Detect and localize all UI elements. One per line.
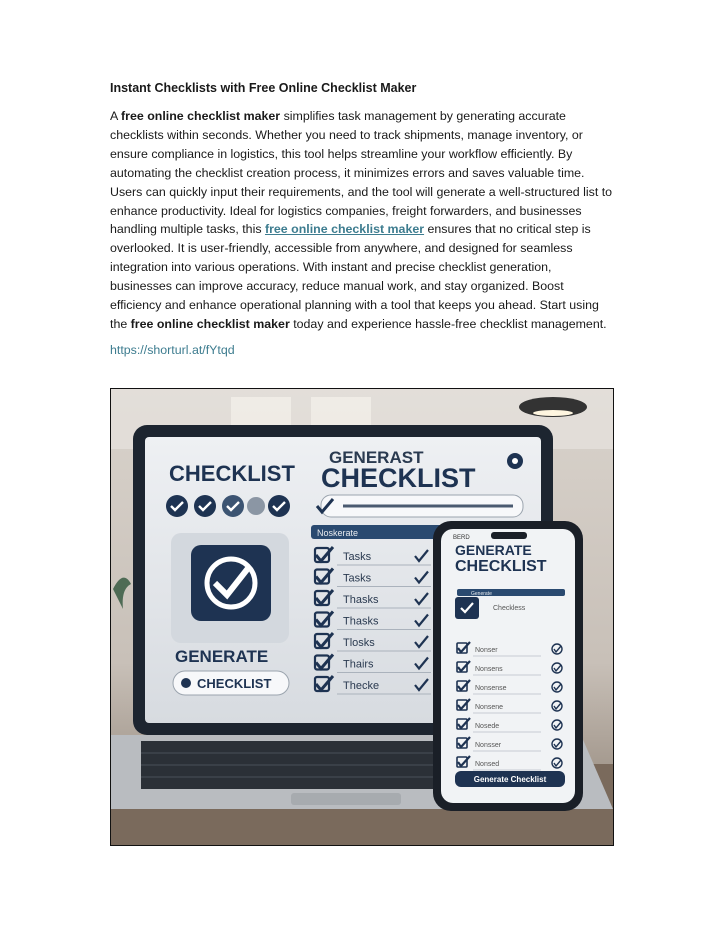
phone-item-label: Nonsene [475, 704, 504, 711]
paragraph-text: today and experience hassle-free checklist management. [289, 316, 607, 331]
short-url-link[interactable]: https://shorturl.at/fYtqd [110, 342, 235, 357]
phone-top-item: Checkless [493, 605, 526, 612]
document-body [110, 79, 615, 357]
laptop-title-top: GENERAST [329, 448, 424, 467]
laptop-button-label: CHECKLIST [197, 676, 272, 691]
laptop-generate-label: GENERATE [175, 647, 269, 666]
paragraph-text: ensures that no critical step is overlooked. It is user-friendly, accessible from anywhere, and designed for seamless integration into various operations. With instant and precise checklist generation, businesses can improve accuracy, reduce manual work, and stay organized. Boost efficiency and enhance operational planning with a tool that keeps you ahead. Start using the [110, 222, 599, 331]
laptop-item-label: Thasks [343, 594, 379, 606]
big-check-icon [191, 545, 271, 621]
phone-item-label: Nonsens [475, 666, 503, 673]
laptop-item-label: Tasks [343, 572, 372, 585]
inline-link[interactable]: free online checklist maker [264, 222, 425, 237]
phone-item-label: Nonsser [475, 742, 502, 749]
paragraph-text: A [110, 109, 122, 123]
bold-keyword: free online checklist maker [130, 316, 290, 331]
phone-item-label: Nonsense [475, 685, 507, 692]
laptop-title-left: CHECKLIST [169, 461, 295, 486]
phone-item-label: Nosede [475, 723, 500, 730]
laptop-item-label: Thecke [343, 680, 380, 692]
phone-title-2: CHECKLIST [455, 558, 547, 575]
laptop-item-label: Thasks [343, 615, 379, 628]
bold-keyword: free online checklist maker [121, 109, 281, 123]
paragraph-text: simplifies task management by generating accurate checklists within seconds. Whether you need to track shipments, manage inventory, or ensure compliance in logistics, this tool helps streamline your workflow efficiently. By automating the checklist creation process, it minimizes errors and saves valuable time. Users can quickly input their requirements, and the tool will generate a well-structured list to enhance productivity. Ideal for logistics companies, freight forwarders, and businesses handling multiple tasks, this [110, 109, 613, 237]
body-paragraph [110, 107, 615, 334]
phone-status: BERD [453, 535, 470, 541]
phone-check-icon [455, 597, 479, 619]
laptop-item-label: Tlosks [343, 637, 375, 649]
phone-button-label: Generate Checklist [473, 775, 547, 784]
laptop-item-label: Thairs [343, 658, 374, 671]
laptop-item-label: Tasks [343, 551, 372, 563]
phone-section-label: Generate [471, 591, 492, 597]
phone-item-label: Nonser [475, 647, 498, 654]
phone-title-1: GENERATE [455, 542, 532, 558]
laptop-list-header-text: Noskerate [317, 528, 359, 538]
circle-check-icons [166, 495, 290, 517]
laptop-title-main: CHECKLIST [321, 463, 476, 493]
phone-item-label: Nonsed [475, 761, 500, 768]
document-title: Instant Checklists with Free Online Checklist Maker [110, 81, 417, 95]
checklist-illustration [110, 388, 614, 846]
